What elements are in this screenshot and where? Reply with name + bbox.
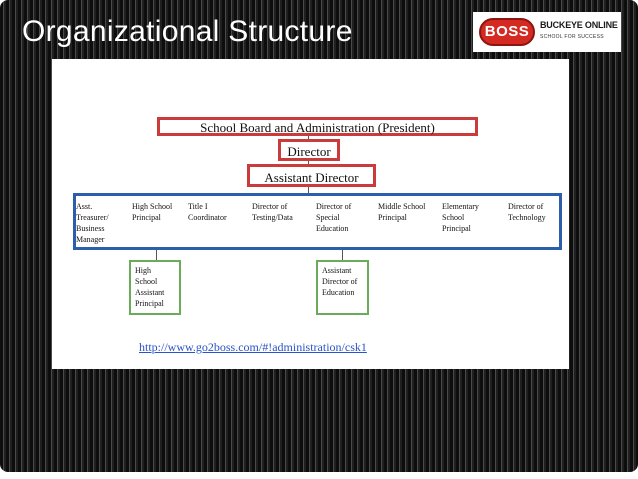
- slide-title: Organizational Structure: [22, 15, 353, 48]
- sub-role-assistant-director-education: Assistant Director of Education: [316, 260, 369, 315]
- role-middle-school-principal: Middle School Principal: [378, 202, 426, 222]
- role-director-testing-data: Director of Testing/Data: [252, 202, 293, 222]
- director-box: Director: [278, 139, 340, 161]
- connector-roles-sub-left: [156, 250, 157, 260]
- boss-logo-name: BUCKEYE ONLINE: [540, 20, 618, 30]
- boss-logo-mark: BOSS: [479, 18, 535, 46]
- role-elementary-school-principal: Elementary School Principal: [442, 202, 479, 233]
- role-asst-treasurer: Asst. Treasurer/ Business Manager: [76, 202, 109, 244]
- role-director-technology: Director of Technology: [508, 202, 546, 222]
- connector-roles-sub-right: [342, 250, 343, 260]
- boss-logo: [473, 12, 621, 52]
- org-chart-panel: [52, 59, 569, 369]
- boss-logo-tagline: SCHOOL FOR SUCCESS: [540, 34, 604, 40]
- role-high-school-principal: High School Principal: [132, 202, 173, 222]
- source-link[interactable]: http://www.go2boss.com/#!administration/csk1: [139, 340, 367, 354]
- sub-role-hs-assistant-principal: High School Assistant Principal: [129, 260, 181, 315]
- roles-box: [73, 193, 562, 250]
- role-director-special-education: Director of Special Education: [316, 202, 352, 233]
- assistant-director-box: Assistant Director: [247, 164, 376, 187]
- role-title-i-coordinator: Title I Coordinator: [188, 202, 227, 222]
- school-board-box: School Board and Administration (President): [157, 117, 478, 136]
